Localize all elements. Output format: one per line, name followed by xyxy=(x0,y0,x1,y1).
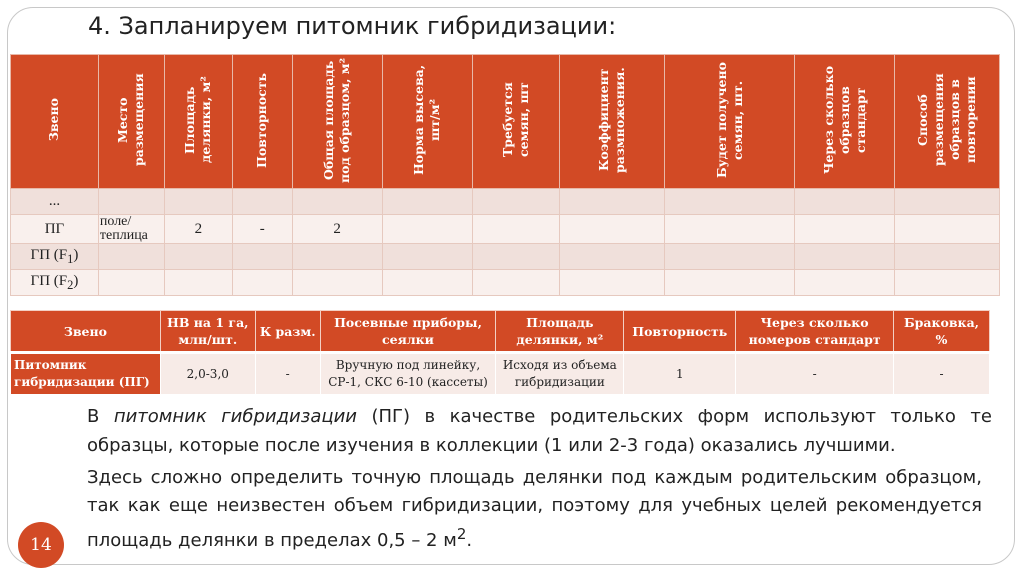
table-cell xyxy=(665,270,795,296)
table-cell: Вручную под линейку, СР-1, СКС 6-10 (кассеты) xyxy=(320,353,496,395)
table-row xyxy=(11,215,1000,244)
table-cell xyxy=(292,189,382,215)
table-cell xyxy=(382,270,472,296)
table-cell xyxy=(795,270,895,296)
slide-title: 4. Запланируем питомник гибридизации: xyxy=(88,12,617,40)
table-cell xyxy=(472,189,560,215)
table-cell xyxy=(472,244,560,270)
table-cell xyxy=(795,215,895,244)
table-cell xyxy=(232,244,292,270)
table-cell xyxy=(232,270,292,296)
table-cell xyxy=(895,189,1000,215)
table-header-row xyxy=(11,55,1000,189)
table-cell: - xyxy=(736,353,894,395)
table-cell xyxy=(795,189,895,215)
table-header-cell: Через сколько образцов стандарт xyxy=(795,55,895,189)
table-header-cell: Через сколько номеров стандарт xyxy=(736,311,894,353)
table-cell xyxy=(560,244,665,270)
table-cell xyxy=(560,189,665,215)
table-cell xyxy=(292,244,382,270)
table-cell xyxy=(665,189,795,215)
table-header-cell: Браковка, % xyxy=(894,311,990,353)
table-cell xyxy=(164,270,232,296)
table-cell xyxy=(98,189,164,215)
table-header-cell: Будет получено семян, шт. xyxy=(665,55,795,189)
table-cell xyxy=(665,244,795,270)
table-header-cell: Коэффициент размножения. xyxy=(560,55,665,189)
table-cell xyxy=(895,244,1000,270)
table-cell xyxy=(382,215,472,244)
page-number-badge: 14 xyxy=(18,522,64,568)
table-cell xyxy=(164,244,232,270)
table-header-cell: Место размещения xyxy=(98,55,164,189)
table-cell: Питомник гибридизации (ПГ) xyxy=(11,353,161,395)
table-row xyxy=(11,270,1000,296)
table-header-cell: Звено xyxy=(11,311,161,353)
table-cell: 2 xyxy=(292,215,382,244)
table-header-cell: К разм. xyxy=(255,311,320,353)
table-header-cell: Требуется семян, шт xyxy=(472,55,560,189)
paragraph-hybrid-nursery: В питомник гибридизации (ПГ) в качестве родительских форм используют только те образцы, которые после изучения в коллекции (1 или 2-3 года) оказались лучшими. xyxy=(87,406,992,456)
table-cell xyxy=(232,189,292,215)
table-cell: ... xyxy=(11,189,99,215)
table-header-cell: Повторность xyxy=(232,55,292,189)
paragraph-plot-area: Здесь сложно определить точную площадь делянки под каждым родительским образцом, так как еще неизвестен объем гибридизации, поэтому для учебных целей рекомендуется площадь делянки в пределах 0,5 – 2 $м^2$. xyxy=(87,467,982,551)
table-header-cell: Норма высева, шт/м² xyxy=(382,55,472,189)
table-cell xyxy=(382,189,472,215)
table-row xyxy=(11,244,1000,270)
table-header-cell: Общая площадь под образцом, м² xyxy=(292,55,382,189)
table-cell-gp1: ГП $(F_1)$ xyxy=(11,244,99,270)
table-cell-gp2: ГП $(F_2)$ xyxy=(11,270,99,296)
table-header-cell: Площадь делянки, м² xyxy=(164,55,232,189)
table-cell: - xyxy=(232,215,292,244)
table-header-cell: Площадь делянки, м² xyxy=(496,311,624,353)
table-cell: поле/ теплица xyxy=(98,215,164,244)
table-cell: Исходя из объема гибридизации xyxy=(496,353,624,395)
table-cell xyxy=(382,244,472,270)
table-cell xyxy=(895,215,1000,244)
table-cell: - xyxy=(255,353,320,395)
table-cell xyxy=(795,244,895,270)
table-cell xyxy=(292,270,382,296)
table-cell: 2 xyxy=(164,215,232,244)
table-cell xyxy=(665,215,795,244)
table-cell: 2,0-3,0 xyxy=(160,353,255,395)
table-cell xyxy=(98,270,164,296)
table-cell xyxy=(164,189,232,215)
table-cell xyxy=(98,244,164,270)
table-header-cell: Посевные приборы, сеялки xyxy=(320,311,496,353)
table-header-cell: Способ размещения образцов в повторении xyxy=(895,55,1000,189)
table-cell xyxy=(895,270,1000,296)
table-cell: 1 xyxy=(624,353,736,395)
nursery-parameters-table xyxy=(10,310,990,395)
table-header-cell: Звено xyxy=(11,55,99,189)
table-cell xyxy=(560,270,665,296)
table-cell xyxy=(472,270,560,296)
table-cell xyxy=(560,215,665,244)
table-header-cell: НВ на 1 га, млн/шт. xyxy=(160,311,255,353)
table-cell: ПГ xyxy=(11,215,99,244)
table-header-row xyxy=(11,311,990,353)
table-row xyxy=(11,353,990,395)
planning-table xyxy=(10,54,1000,296)
table-cell xyxy=(472,215,560,244)
table-row xyxy=(11,189,1000,215)
table-cell: - xyxy=(894,353,990,395)
table-header-cell: Повторность xyxy=(624,311,736,353)
